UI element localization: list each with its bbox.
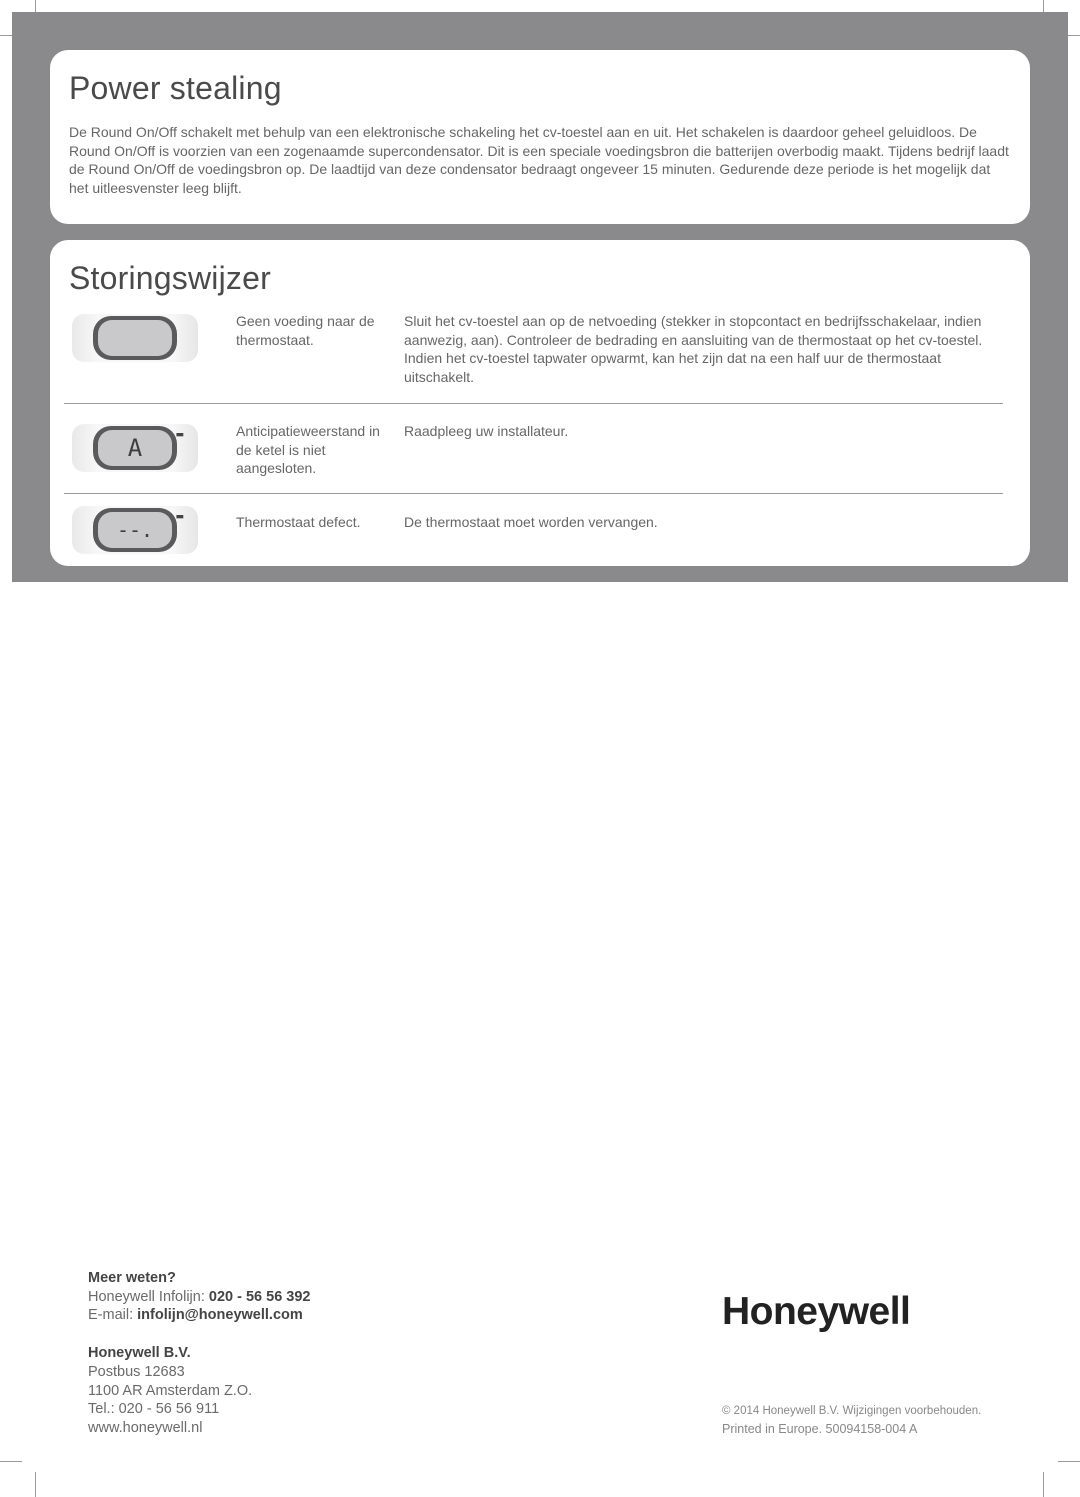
fault-cause: Anticipatieweerstand in de ketel is niet aangesloten. (236, 423, 380, 476)
email-label: E-mail: (88, 1307, 138, 1324)
troubleshooting-row (64, 504, 1003, 560)
display-readout: --. (98, 512, 172, 548)
copyright-text: © 2014 Honeywell B.V. Wijzigingen voorbehouden. (722, 1405, 982, 1417)
troubleshooting-card (50, 240, 1030, 566)
crop-mark (1043, 1472, 1044, 1497)
power-stealing-card (50, 50, 1030, 224)
website-link[interactable]: www.honeywell.nl (88, 1419, 203, 1436)
crop-mark (1058, 1461, 1080, 1462)
row-divider (64, 493, 1003, 494)
fault-remedy: De thermostaat moet worden vervangen. (404, 514, 658, 530)
troubleshooting-row (64, 420, 1003, 490)
email-address[interactable]: infolijn@honeywell.com (137, 1307, 303, 1324)
troubleshooting-title: Storingswijzer (69, 260, 271, 296)
crop-mark (35, 1472, 36, 1497)
contact-heading: Meer weten? (88, 1270, 176, 1286)
display-indicator-icon: ▬ (175, 512, 184, 522)
address-line: 1100 AR Amsterdam Z.O. (88, 1382, 253, 1399)
display-indicator-icon: ▬ (175, 430, 184, 440)
phone-number: Tel.: 020 - 56 56 911 (88, 1401, 220, 1418)
display-readout (98, 320, 172, 356)
power-stealing-title: Power stealing (69, 70, 282, 106)
fault-remedy: Raadpleeg uw installateur. (404, 423, 569, 439)
contact-block (88, 1269, 311, 1438)
thermostat-display-icon (72, 424, 198, 472)
copyright-block (722, 1402, 981, 1438)
row-divider (64, 403, 1003, 404)
crop-mark (0, 1461, 22, 1462)
thermostat-display-icon (72, 314, 198, 362)
fault-cause: Thermostaat defect. (236, 514, 361, 530)
display-readout: A (98, 430, 172, 466)
company-name: Honeywell B.V. (88, 1345, 191, 1362)
infoline-label: Honeywell Infolijn: (88, 1288, 209, 1305)
fault-remedy: Sluit het cv-toestel aan op de netvoeding (stekker in stopcontact en bedrijfsschakelaar, indien aanwezig, aan). Controleer de bedrading en aansluiting van de thermostaat op het cv-toestel. Indien het cv-toestel tapwater opwarmt, kan het zijn dat na een half uur de thermostaat uitschakelt. (404, 313, 983, 385)
fault-cause: Geen voeding naar de thermostaat. (236, 313, 375, 348)
address-line: Postbus 12683 (88, 1363, 185, 1380)
power-stealing-body: De Round On/Off schakelt met behulp van een elektronische schakeling het cv-toestel aan en uit. Het schakelen is daardoor geheel geluidloos. De Round On/Off is voorzien van een zogenaamde supercondensator. Dit is een speciale voedingsbron die batterijen overbodig maakt. Tijdens bedrijf laadt de Round On/Off de voedingsbron op. De laadtijd van deze condensator bedraagt ongeveer 15 minuten. Gedurende deze periode is het mogelijk dat het uitleesvenster leeg blijft. (69, 124, 1009, 196)
print-info: Printed in Europe. 50094158-004 A (722, 1422, 918, 1436)
thermostat-display-icon (72, 506, 198, 554)
infoline-number: 020 - 56 56 392 (208, 1288, 311, 1305)
honeywell-logo: Honeywell (722, 1290, 911, 1333)
troubleshooting-row (64, 310, 1003, 400)
